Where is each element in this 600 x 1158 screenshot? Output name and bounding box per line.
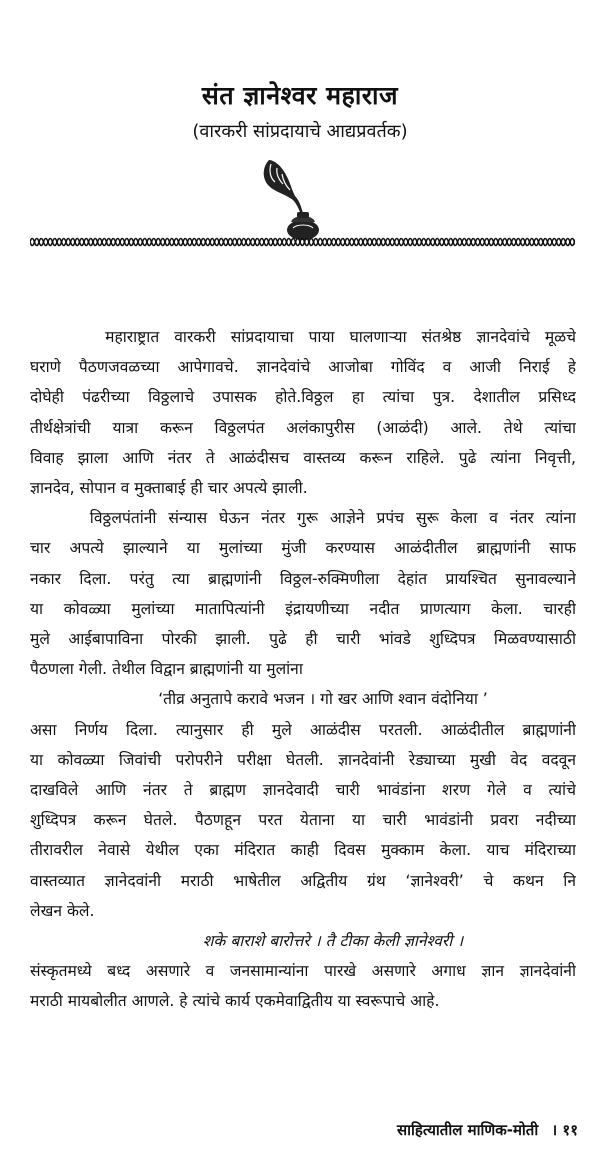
page-number: । ११ [551,1121,578,1139]
text-line: विठ्ठलपंतांनी संन्यास घेऊन नंतर गुरू आज्ञेने प्रपंच सुरू केला व नंतर त्यांना [30,509,576,528]
verse-quote: ‘तीव्र अनुतापे करावे भजन । गो खर आणि श्वान वंदोनिया ’ [158,690,488,709]
text-line: मराठी मायबोलीत आणले. हे त्यांचे कार्य एकमेवाद्वितीय या स्वरूपाचे आहे. [30,992,440,1011]
text-line: विवाह झाला आणि नंतर ते आळंदीसच वास्तव्य करून राहिले. पुढे त्यांना निवृत्ती, [30,448,576,467]
decorative-divider [30,234,575,250]
article-body [30,322,576,1017]
page-subtitle: (वारकरी सांप्रदायाचे आद्यप्रवर्तक) [192,121,408,142]
text-line: लेखन केले. [30,901,95,920]
paragraph-1 [30,322,576,503]
text-line: दाखविले आणि नंतर ते ब्राह्मण ज्ञानदेवादी चारी भावंडांना शरण गेले व त्यांचे [30,781,576,800]
page-footer [397,1120,578,1140]
text-line: महाराष्ट्रात वारकरी सांप्रदायाचा पाया घालणाऱ्या संतश्रेष्ठ ज्ञानदेवांचे मूळचे [30,328,576,346]
paragraph-2 [30,503,576,684]
text-line: ज्ञानदेव, सोपान व मुक्ताबाई ही चार अपत्ये झाली. [30,479,308,498]
text-line: तीर्थक्षेत्रांची यात्रा करून विठ्ठलपंत अलंकापुरीस (आळंदी) आले. तेथे त्यांचा [30,418,576,437]
paragraph-3 [30,715,576,926]
text-line: या कोवळ्या जिवांची परोपरीने परीक्षा घेतली. ज्ञानदेवांनी रेड्याच्या मुखी वेद वदवून [30,750,576,769]
text-line: नकार दिला. परंतु त्या ब्राह्मणांनी विठ्ठल-रुक्मिणीला देहांत प्रायश्चित सुनावल्याने [30,569,576,588]
book-title: साहित्यातील माणिक-मोती [396,1121,539,1139]
text-line: दोघेही पंढरीच्या विठ्ठलाचे उपासक होते.विठ्ठल हा त्यांचा पुत्र. देशातील प्रसिध्द [30,388,576,407]
verse-quote: शके बाराशे बारोत्तरे । तै टीका केली ज्ञानेश्वरी । [202,932,464,951]
text-line: मुले आईबापाविना पोरकी झाली. पुढे ही चारी भांवडे शुध्दिपत्र मिळवण्यासाठी [30,630,576,649]
text-line: चार अपत्ये झाल्याने या मुलांच्या मुंजी करण्यास आळंदीतील ब्राह्मणांनी साफ [30,539,576,558]
paragraph-4 [30,956,576,1016]
page-title: संत ज्ञानेश्वर महाराज [201,81,399,110]
text-line: पैठणला गेली. तेथील विद्वान ब्राह्मणांनी या मुलांना [30,660,303,679]
text-line: तीरावरील नेवासे येथील एका मंदिरात काही दिवस मुक्काम केला. याच मंदिराच्या [30,841,576,860]
text-line: या कोवळ्या मुलांच्या मातापित्यांनी इंद्रायणीच्या नदीत प्राणत्याग केला. चारही [30,599,576,618]
text-line: घराणे पैठणजवळच्या आपेगावचे. ज्ञानदेवांचे आजोबा गोविंद व आजी निराई हे [30,358,576,377]
text-line: असा निर्णय दिला. त्यानुसार ही मुले आळंदीस परतली. आळंदीतील ब्राह्मणांनी [30,720,576,739]
text-line: शुध्दिपत्र करून घेतले. पैठणहून परत येताना या चारी भावंडांनी प्रवरा नदीच्या [30,811,576,830]
text-line: वास्तव्यात ज्ञानेदवांनी मराठी भाषेतील अद्वितीय ग्रंथ ‘ज्ञानेश्वरी’ चे कथन नि [30,871,576,890]
quill-inkpot-icon [255,152,335,244]
text-line: संस्कृतमध्ये बध्द असणारे व जनसामान्यांना पारखे असणारे अगाध ज्ञान ज्ञानदेवांनी [30,962,576,981]
